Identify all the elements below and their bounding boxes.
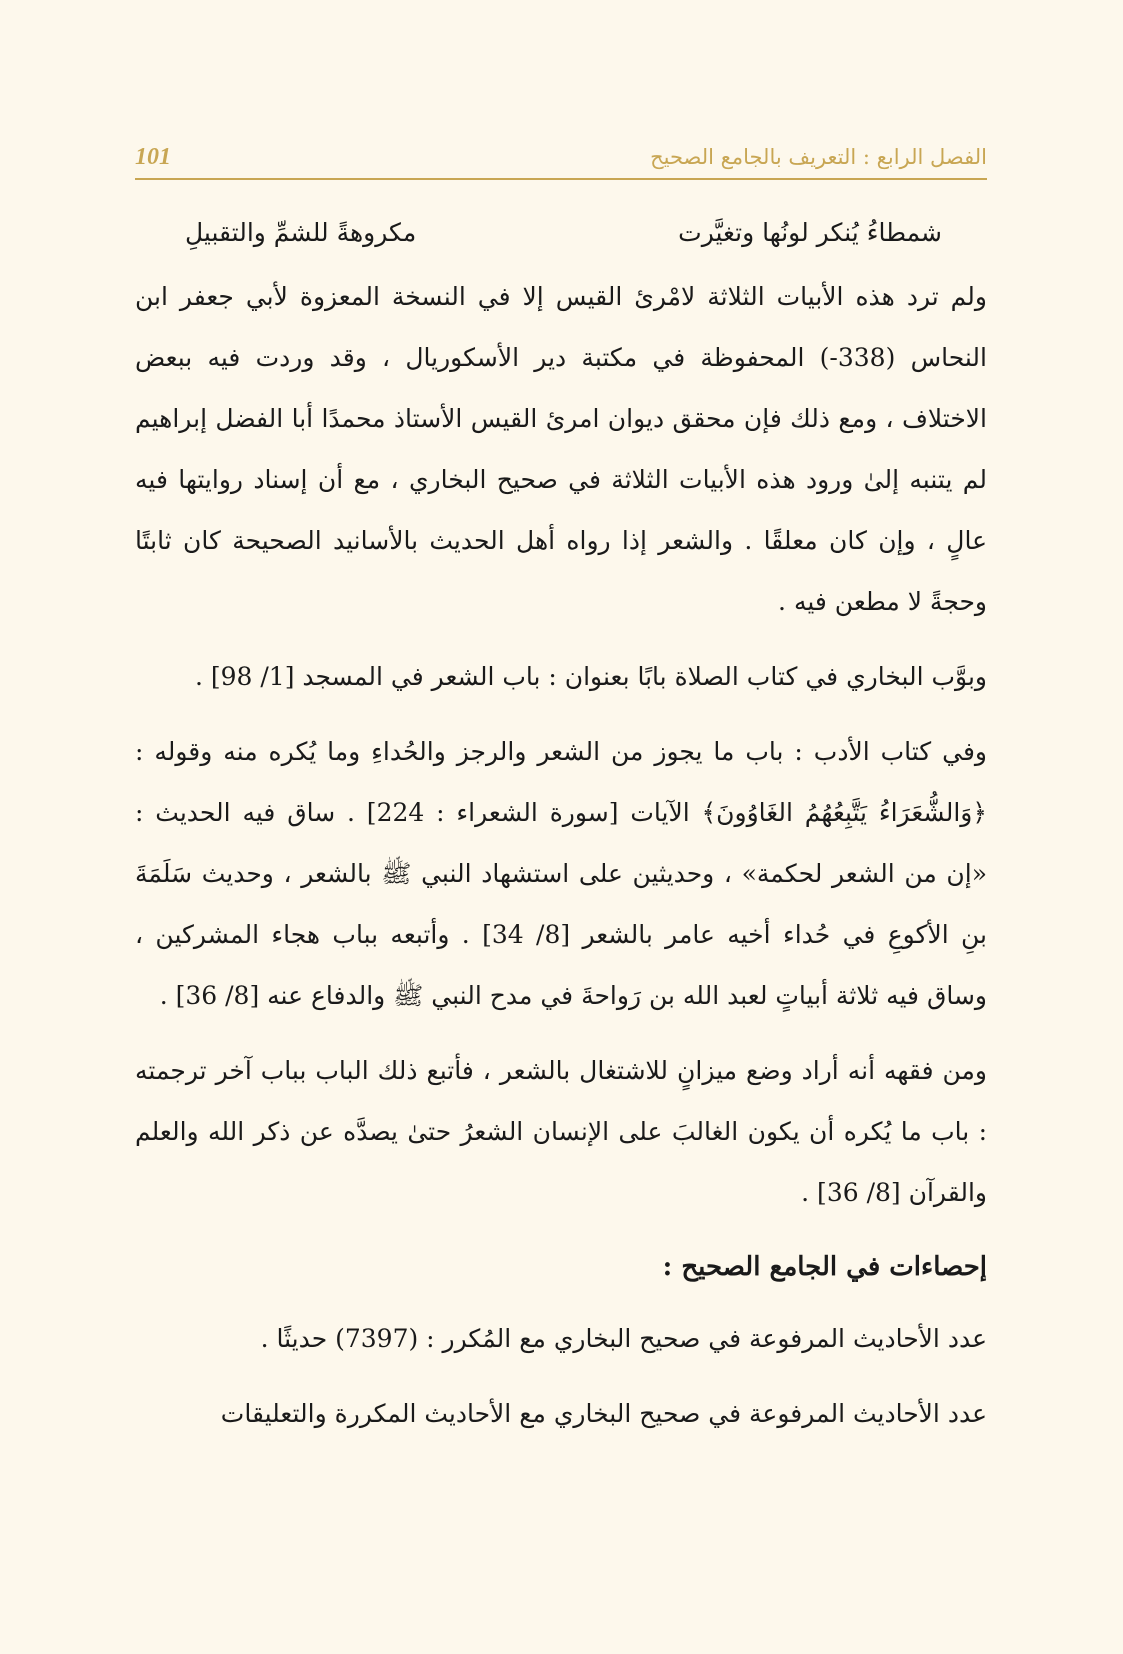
page-body [135, 200, 987, 1444]
chapter-title: الفصل الرابع : التعريف بالجامع الصحيح [650, 145, 987, 169]
verse-second-hemistich: مكروهةً للشمِّ والتقبيلِ [185, 217, 417, 247]
poetry-verse [135, 200, 987, 264]
paragraph-manuscript-note: ولم ترد هذه الأبيات الثلاثة لامْرئ القيس إلا في النسخة المعزوة لأبي جعفر ابن النحاس (338-) المحفوظة في مكتبة دير الأسكوريال ، وقد وردت فيه ببعض الاختلاف ، ومع ذلك فإن محقق ديوان امرئ القيس الأستاذ محمدًا أبا الفضل إبراهيم لم يتنبه إلىٰ ورود هذه الأبيات الثلاثة في صحيح البخاري ، مع أن إسناد روايتها فيه عالٍ ، وإن كان معلقًا . والشعر إذا رواه أهل الحديث بالأسانيد الصحيحة كان ثابتًا وحجةً لا مطعن فيه . [135, 282, 987, 616]
paragraph-stats-count: عدد الأحاديث المرفوعة في صحيح البخاري مع المُكرر : (7397) حديثًا . [260, 1324, 987, 1353]
paragraph-adab-chapter: وفي كتاب الأدب : باب ما يجوز من الشعر والرجز والحُداءِ وما يُكره منه وقوله : ﴿وَالشُّعَرَاءُ يَتَّبِعُهُمُ الغَاوُونَ﴾ الآيات [سورة الشعراء : 224] . ساق فيه الحديث : «إن من الشعر لحكمة» ، وحديثين على استشهاد النبي ﷺ بالشعر ، وحديث سَلَمَةَ بنِ الأكوعِ في حُداء أخيه عامر بالشعر [8/ 34] . وأتبعه بباب هجاء المشركين ، وساق فيه ثلاثة أبياتٍ لعبد الله بن رَواحةَ في مدح النبي ﷺ والدفاع عنه [8/ 36] . [135, 737, 988, 1010]
page-number: 101 [135, 144, 171, 170]
section-heading: إحصاءات في الجامع الصحيح : [662, 1252, 987, 1282]
paragraph-poetry-balance: ومن فقهه أنه أراد وضع ميزانٍ للاشتغال بالشعر ، فأتبع ذلك الباب بباب آخر ترجمته : باب ما يُكره أن يكون الغالبَ على الإنسان الشعرُ حتىٰ يصدَّه عن ذكر الله والعلم والقرآن [8/ 36] . [135, 1056, 987, 1207]
running-header [135, 140, 987, 178]
paragraph-stats-continued: عدد الأحاديث المرفوعة في صحيح البخاري مع الأحاديث المكررة والتعليقات [220, 1399, 987, 1428]
verse-first-hemistich: شمطاءُ يُنكر لونُها وتغيَّرت [678, 217, 942, 247]
paragraph-prayer-chapter: وبوَّب البخاري في كتاب الصلاة بابًا بعنوان : باب الشعر في المسجد [1/ 98] . [194, 662, 987, 691]
header-divider [135, 178, 987, 180]
